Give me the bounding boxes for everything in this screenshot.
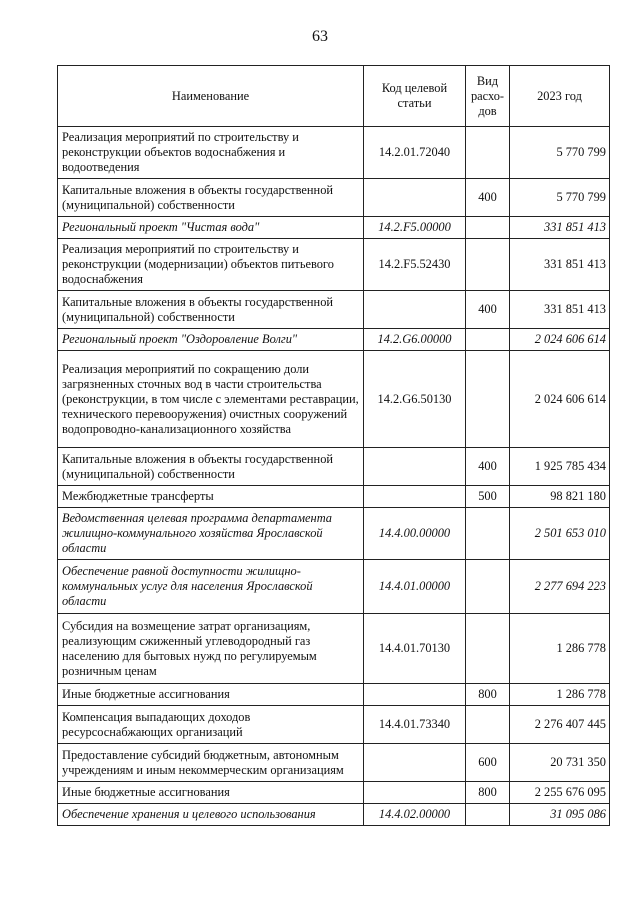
row-amount: 331 851 413 (510, 239, 610, 291)
header-kind: Вид расхо-дов (466, 66, 510, 127)
header-year: 2023 год (510, 66, 610, 127)
row-name: Предоставление субсидий бюджетным, автономным учреждениям и иным некоммерческим организациям (58, 744, 364, 782)
row-code (364, 684, 466, 706)
row-amount: 1 286 778 (510, 684, 610, 706)
row-amount: 2 276 407 445 (510, 706, 610, 744)
row-kind: 400 (466, 291, 510, 329)
row-name: Капитальные вложения в объекты государственной (муниципальной) собственности (58, 179, 364, 217)
table-row (58, 560, 610, 614)
row-amount: 5 770 799 (510, 127, 610, 179)
row-name: Капитальные вложения в объекты государственной (муниципальной) собственности (58, 291, 364, 329)
row-name: Иные бюджетные ассигнования (58, 684, 364, 706)
row-code: 14.2.G6.50130 (364, 351, 466, 448)
row-name: Региональный проект "Оздоровление Волги" (58, 329, 364, 351)
row-amount: 331 851 413 (510, 291, 610, 329)
row-kind (466, 508, 510, 560)
row-kind (466, 329, 510, 351)
row-kind (466, 239, 510, 291)
row-name: Реализация мероприятий по сокращению доли загрязненных сточных вод в части строительства (реконструкции, в том числе с элементами реставрации, технического перевооружения) очистных сооружений водопроводно-канализационного хозяйства (58, 351, 364, 448)
table-row (58, 239, 610, 291)
row-kind: 400 (466, 448, 510, 486)
row-code: 14.2.F5.00000 (364, 217, 466, 239)
row-kind (466, 560, 510, 614)
table-row (58, 448, 610, 486)
row-amount: 20 731 350 (510, 744, 610, 782)
row-code (364, 448, 466, 486)
row-kind: 400 (466, 179, 510, 217)
row-amount: 1 286 778 (510, 614, 610, 684)
row-kind: 500 (466, 486, 510, 508)
row-kind (466, 217, 510, 239)
row-kind (466, 706, 510, 744)
row-code: 14.2.01.72040 (364, 127, 466, 179)
row-name: Реализация мероприятий по строительству и реконструкции (модернизации) объектов питьевого водоснабжения (58, 239, 364, 291)
budget-table (57, 65, 610, 826)
table-row (58, 706, 610, 744)
row-name: Субсидия на возмещение затрат организациям, реализующим сжиженный углеводородный газ населению для бытовых нужд по регулируемым розничным ценам (58, 614, 364, 684)
row-name: Межбюджетные трансферты (58, 486, 364, 508)
row-kind (466, 804, 510, 826)
row-name: Иные бюджетные ассигнования (58, 782, 364, 804)
table-row (58, 217, 610, 239)
row-name: Ведомственная целевая программа департамента жилищно-коммунального хозяйства Ярославской области (58, 508, 364, 560)
row-amount: 5 770 799 (510, 179, 610, 217)
row-amount: 331 851 413 (510, 217, 610, 239)
row-code: 14.4.01.00000 (364, 560, 466, 614)
table-row (58, 782, 610, 804)
table-row (58, 291, 610, 329)
row-code: 14.4.01.70130 (364, 614, 466, 684)
row-amount: 98 821 180 (510, 486, 610, 508)
row-amount: 1 925 785 434 (510, 448, 610, 486)
row-code (364, 179, 466, 217)
row-code: 14.4.02.00000 (364, 804, 466, 826)
row-name: Компенсация выпадающих доходов ресурсоснабжающих организаций (58, 706, 364, 744)
row-amount: 2 277 694 223 (510, 560, 610, 614)
table-row (58, 179, 610, 217)
row-kind: 800 (466, 782, 510, 804)
row-amount: 2 024 606 614 (510, 329, 610, 351)
row-code (364, 782, 466, 804)
row-code: 14.2.F5.52430 (364, 239, 466, 291)
row-name: Обеспечение хранения и целевого использования (58, 804, 364, 826)
row-code: 14.4.01.73340 (364, 706, 466, 744)
table-row (58, 684, 610, 706)
row-name: Региональный проект "Чистая вода" (58, 217, 364, 239)
table-row (58, 486, 610, 508)
row-kind (466, 127, 510, 179)
row-amount: 2 255 676 095 (510, 782, 610, 804)
header-name: Наименование (58, 66, 364, 127)
table-row (58, 614, 610, 684)
row-kind: 600 (466, 744, 510, 782)
table-header-row (58, 66, 610, 127)
table-row (58, 127, 610, 179)
table-row (58, 744, 610, 782)
row-code: 14.2.G6.00000 (364, 329, 466, 351)
row-name: Капитальные вложения в объекты государственной (муниципальной) собственности (58, 448, 364, 486)
row-code (364, 486, 466, 508)
table-row (58, 508, 610, 560)
row-kind (466, 614, 510, 684)
row-code (364, 744, 466, 782)
table-row (58, 351, 610, 448)
table-row (58, 804, 610, 826)
table-row (58, 329, 610, 351)
row-name: Реализация мероприятий по строительству и реконструкции объектов водоснабжения и водоотведения (58, 127, 364, 179)
row-amount: 2 501 653 010 (510, 508, 610, 560)
header-code: Код целевой статьи (364, 66, 466, 127)
row-amount: 2 024 606 614 (510, 351, 610, 448)
page-number: 63 (312, 28, 328, 45)
row-amount: 31 095 086 (510, 804, 610, 826)
row-name: Обеспечение равной доступности жилищно-коммунальных услуг для населения Ярославской области (58, 560, 364, 614)
row-code (364, 291, 466, 329)
row-code: 14.4.00.00000 (364, 508, 466, 560)
row-kind (466, 351, 510, 448)
row-kind: 800 (466, 684, 510, 706)
